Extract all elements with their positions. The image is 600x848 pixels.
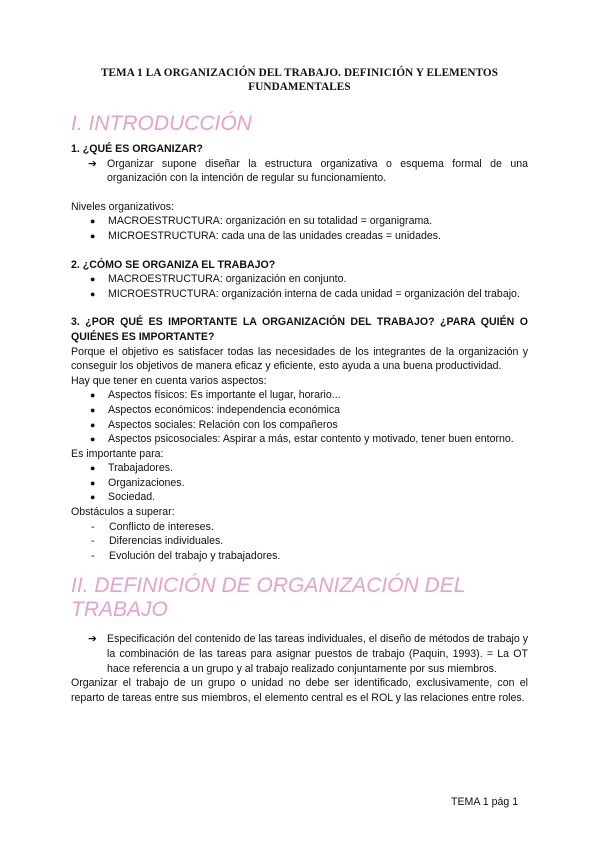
bullet-icon: ● bbox=[90, 434, 96, 445]
list-item bbox=[71, 388, 528, 403]
important-for-list bbox=[71, 461, 528, 505]
list-item-text: Especificación del contenido de las tareas individuales, el diseño de métodos de trabajo y la combinación de las tareas para asignar puestos de trabajo (Paquin, 1993). = La OT hace referencia a un grupo y al trabajo realizado conjuntamente por sus miembros. bbox=[107, 633, 528, 675]
list-item-text: Trabajadores. bbox=[108, 462, 173, 475]
arrow-icon: ➔ bbox=[88, 633, 97, 646]
bullet-icon: ● bbox=[90, 274, 96, 285]
obstacles-label: Obstáculos a superar: bbox=[71, 506, 175, 519]
list-item-text: Evolución del trabajo y trabajadores. bbox=[109, 549, 281, 562]
list-item bbox=[71, 520, 528, 535]
levels-list bbox=[71, 214, 528, 243]
document-title-line-1: TEMA 1 LA ORGANIZACIÓN DEL TRABAJO. DEFINICIÓN Y ELEMENTOS bbox=[100, 67, 499, 79]
aspects-label: Hay que tener en cuenta varios aspectos: bbox=[71, 374, 267, 387]
list-item bbox=[71, 272, 528, 287]
dash-icon: - bbox=[91, 549, 95, 562]
question-1-heading: 1. ¿QUÉ ES ORGANIZAR? bbox=[71, 143, 203, 155]
list-item bbox=[71, 287, 528, 302]
page-footer: TEMA 1 pág 1 bbox=[451, 796, 519, 808]
question-3-paragraph: Porque el objetivo es satisfacer todas las necesidades de los integrantes de la organización y conseguir los objetivos de manera eficaz y eficiente, esto ayuda a una buena productividad. bbox=[71, 345, 528, 373]
list-item-text: Organizar supone diseñar la estructura organizativa o esquema formal de una organización con la intención de regular su funcionamiento. bbox=[107, 157, 528, 185]
bullet-icon: ● bbox=[90, 477, 96, 488]
list-item-text: Aspectos sociales: Relación con los compañeros bbox=[108, 418, 338, 431]
important-for-label: Es importante para: bbox=[71, 447, 164, 460]
list-item-text: Diferencias individuales. bbox=[109, 535, 224, 548]
list-item bbox=[71, 432, 528, 447]
section-2-title: II. DEFINICIÓN DE ORGANIZACIÓN DEL TRABAJO bbox=[71, 574, 465, 622]
bullet-icon: ● bbox=[90, 492, 96, 503]
list-item-text: Aspectos físicos: Es importante el lugar, horario... bbox=[108, 389, 341, 402]
bullet-icon: ● bbox=[90, 419, 96, 430]
list-item-text: MACROESTRUCTURA: organización en conjunto. bbox=[108, 273, 347, 286]
list-item bbox=[71, 214, 528, 229]
obstacles-list bbox=[71, 520, 528, 564]
list-item bbox=[71, 229, 528, 244]
list-item-text: MACROESTRUCTURA: organización en su totalidad = organigrama. bbox=[108, 215, 433, 228]
list-item bbox=[71, 418, 528, 433]
list-item-text: Aspectos económicos: independencia económica bbox=[108, 403, 341, 416]
list-item bbox=[71, 549, 528, 564]
list-item bbox=[71, 157, 528, 186]
bullet-icon: ● bbox=[90, 216, 96, 227]
list-item bbox=[71, 461, 528, 476]
list-item-text: MICROESTRUCTURA: cada una de las unidades creadas = unidades. bbox=[108, 229, 441, 242]
list-item-text: Conflicto de intereses. bbox=[109, 520, 214, 533]
bullet-icon: ● bbox=[90, 390, 96, 401]
question-2-heading: 2. ¿CÓMO SE ORGANIZA EL TRABAJO? bbox=[71, 258, 276, 271]
document-title bbox=[71, 66, 528, 94]
list-item-text: Sociedad. bbox=[108, 491, 156, 504]
list-item bbox=[71, 476, 528, 491]
list-item bbox=[71, 632, 528, 676]
list-item-text: Aspectos psicosociales: Aspirar a más, estar contento y motivado, tener buen entorno. bbox=[108, 433, 514, 446]
list-item bbox=[71, 403, 528, 418]
document-title-line-2: FUNDAMENTALES bbox=[248, 81, 351, 93]
section-2-paragraph: Organizar el trabajo de un grupo o unidad no debe ser identificado, exclusivamente, con el reparto de tareas entre sus miembros, el elemento central es el ROL y las relaciones entre roles. bbox=[71, 677, 528, 704]
question-3-heading: 3. ¿POR QUÉ ES IMPORTANTE LA ORGANIZACIÓN DEL TRABAJO? ¿PARA QUIÉN O QUIÉNES ES IMPORTANTE? bbox=[71, 316, 528, 343]
dash-icon: - bbox=[91, 535, 95, 548]
bullet-icon: ● bbox=[90, 404, 96, 415]
arrow-icon: ➔ bbox=[88, 157, 97, 170]
bullet-icon: ● bbox=[90, 230, 96, 241]
list-item-text: Organizaciones. bbox=[108, 476, 185, 489]
levels-label: Niveles organizativos: bbox=[71, 200, 175, 213]
page-content bbox=[71, 66, 528, 705]
list-item bbox=[71, 534, 528, 549]
question-2-list bbox=[71, 272, 528, 301]
aspects-list bbox=[71, 388, 528, 446]
bullet-icon: ● bbox=[90, 288, 96, 299]
bullet-icon: ● bbox=[90, 463, 96, 474]
section-1-title: I. INTRODUCCIÓN bbox=[71, 112, 252, 135]
list-item bbox=[71, 490, 528, 505]
question-1-list bbox=[71, 157, 528, 186]
definition-list bbox=[71, 632, 528, 676]
dash-icon: - bbox=[91, 520, 95, 533]
list-item-text: MICROESTRUCTURA: organización interna de cada unidad = organización del trabajo. bbox=[108, 287, 520, 300]
